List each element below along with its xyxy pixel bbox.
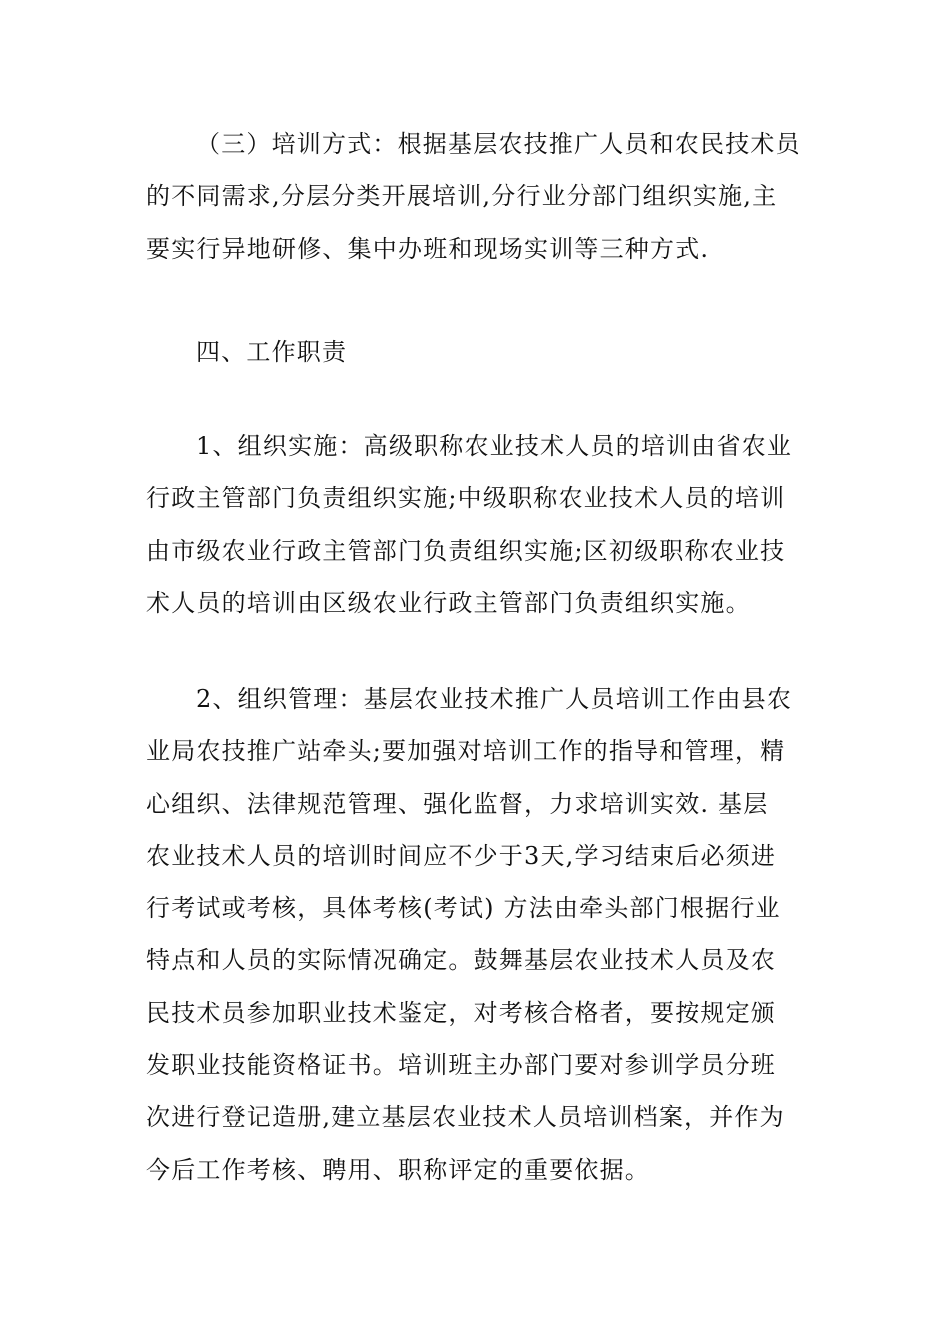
text-line: 次进行登记造册,建立基层农业技术人员培训档案，并作为 [146, 1103, 785, 1132]
text-line: 2、组织管理：基层农业技术推广人员培训工作由县农 [196, 685, 793, 713]
section-heading [146, 326, 806, 378]
text-line: 今后工作考核、聘用、职称评定的重要依据。 [146, 1155, 650, 1184]
text-line: 发职业技能资格证书。培训班主办部门要对参训学员分班 [146, 1051, 776, 1080]
item-organization-implementation [146, 420, 806, 629]
text-line: 要实行异地研修、集中办班和现场实训等三种方式. [146, 234, 710, 263]
text-line: 农业技术人员的培训时间应不少于3天,学习结束后必须进 [146, 841, 777, 870]
text-line: 的不同需求,分层分类开展培训,分行业分部门组织实施,主 [146, 182, 778, 211]
text-line: 心组织、法律规范管理、强化监督，力求培训实效. 基层 [146, 789, 769, 818]
text-line: 特点和人员的实际情况确定。鼓舞基层农业技术人员及农 [146, 946, 776, 975]
text-line: 业局农技推广站牵头;要加强对培训工作的指导和管理，精 [146, 737, 786, 766]
section-heading-text: 四、工作职责 [196, 338, 348, 366]
item-organization-management [146, 673, 806, 1196]
text-line: 1、组织实施：高级职称农业技术人员的培训由省农业 [196, 432, 793, 460]
text-line: 行考试或考核，具体考核(考试) 方法由牵头部门根据行业 [146, 894, 781, 923]
text-line: 由市级农业行政主管部门负责组织实施;区初级职称农业技 [146, 536, 786, 565]
text-line: 民技术员参加职业技术鉴定，对考核合格者，要按规定颁 [146, 998, 776, 1027]
text-line: （三）培训方式：根据基层农技推广人员和农民技术员 [196, 130, 801, 158]
text-line: 行政主管部门负责组织实施;中级职称农业技术人员的培训 [146, 484, 786, 513]
paragraph-training-method [146, 118, 806, 275]
text-line: 术人员的培训由区级农业行政主管部门负责组织实施。 [146, 588, 751, 617]
